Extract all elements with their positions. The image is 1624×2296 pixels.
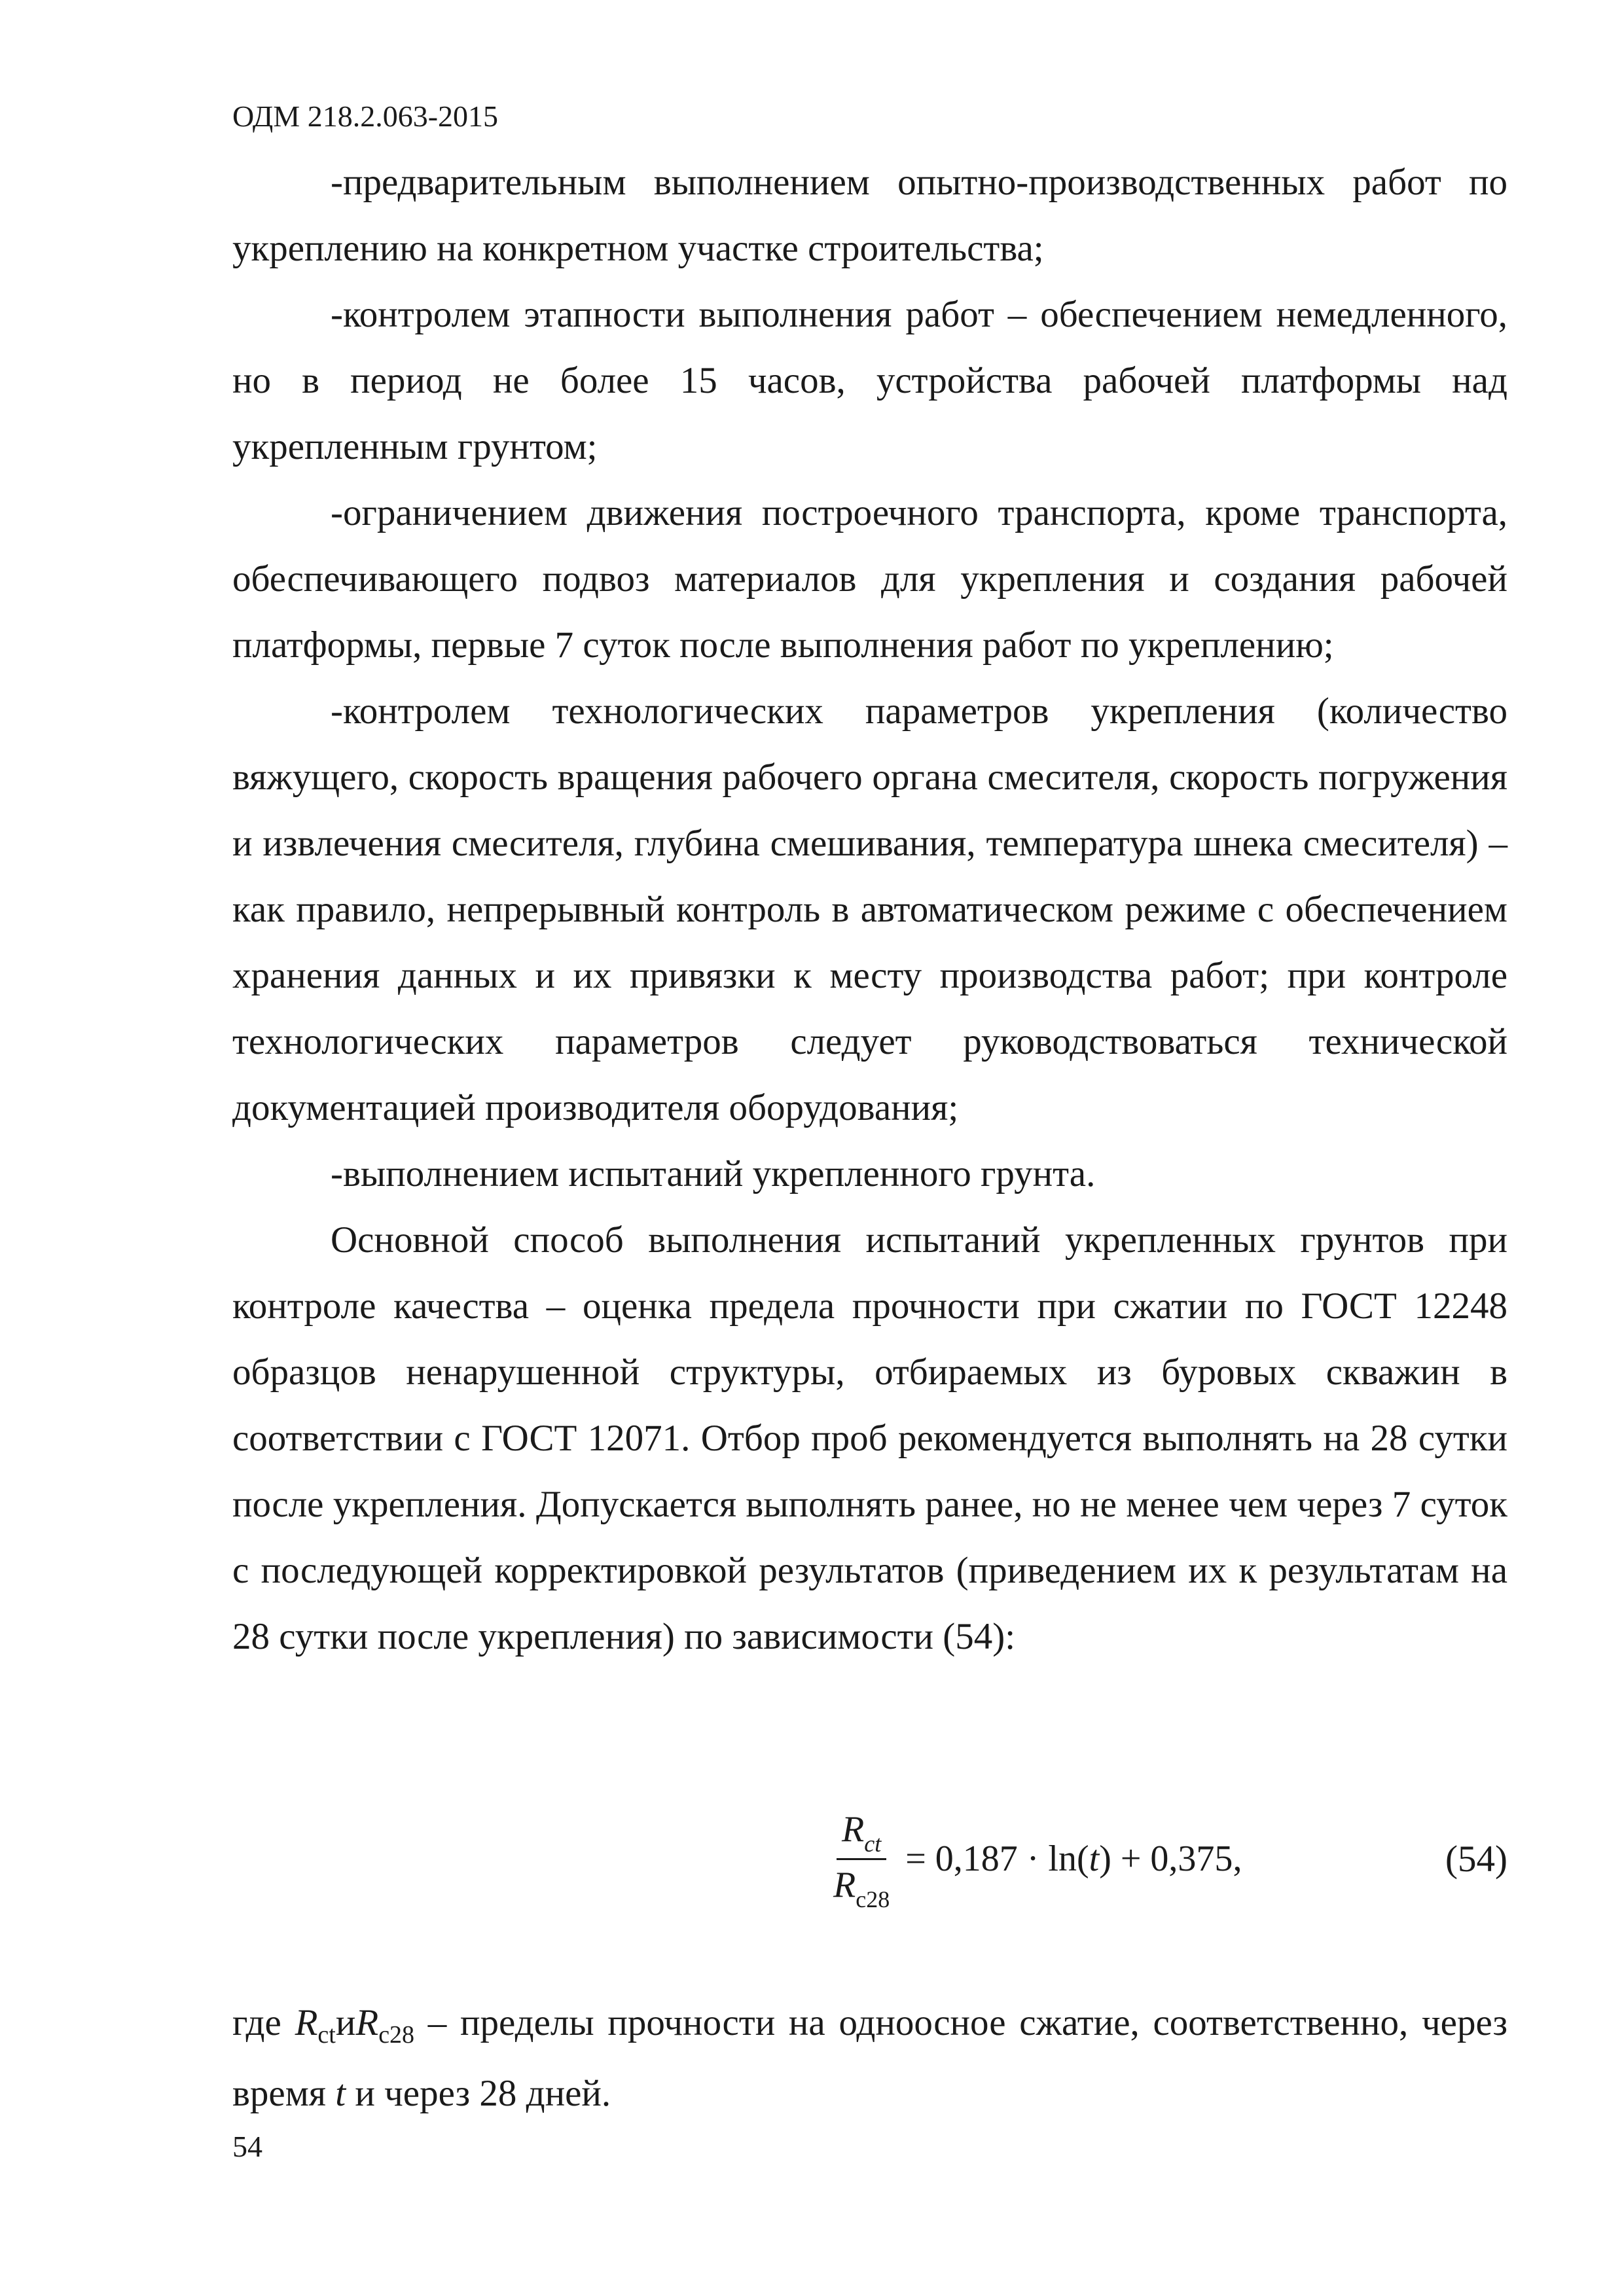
formula-time-variable: t <box>1089 1839 1100 1879</box>
where-paragraph: где $R_{ct}иR_{c28}$ – пределы прочности на одноосное сжатие, соответственно, через время t и через 28 дней. <box>232 2002 1507 2114</box>
body-text <box>232 149 1507 1670</box>
paragraph-soil-testing: -выполнением испытаний укрепленного грунта. <box>331 1153 1096 1194</box>
where-clause <box>232 1990 1507 2126</box>
fraction-denominator: $R_{c28}$ <box>833 1864 890 1912</box>
fraction-numerator: $R_{ct}$ <box>837 1804 886 1860</box>
formula-54 <box>232 1793 1507 1924</box>
formula-fraction <box>828 1804 895 1914</box>
paragraph-stage-control: -контролем этапности выполнения работ – обеспечением немедленного, но в период не более 15 часов, устройства рабочей платформы над укрепленным грунтом; <box>232 294 1507 467</box>
formula-equals-part: = 0,187 · ln( <box>905 1839 1089 1879</box>
formula-tail: ) + 0,375 <box>1099 1839 1233 1879</box>
paragraph-traffic-limit: -ограничением движения построечного транспорта, кроме транспорта, обеспечивающего подвоз материалов для укрепления и создания рабочей платформы, первые 7 суток после выполнения работ по укреплению; <box>232 492 1507 666</box>
paragraph-pilot-works: -предварительным выполнением опытно-производственных работ по укреплению на конкретном участке строительства; <box>232 162 1507 269</box>
page-number: 54 <box>232 2130 262 2163</box>
formula-comma: , <box>1233 1839 1242 1879</box>
document-code: ОДМ 218.2.063-2015 <box>232 99 499 133</box>
formula-expression <box>828 1793 1242 1924</box>
paragraph-parameter-control: -контролем технологических параметров укрепления (количество вяжущего, скорость вращения рабочего органа смесителя, скорость погружения и извлечения смесителя, глубина смешивания, температура шнека смесителя) – как правило, непрерывный контроль в автоматическом режиме с обеспечением хранения данных и их привязки к месту производства работ; при контроле технологических параметров следует руководствоваться технической документацией производителя оборудования; <box>232 691 1507 1128</box>
paragraph-main-method: Основной способ выполнения испытаний укрепленных грунтов при контроле качества – оценка предела прочности при сжатии по ГОСТ 12248 образцов ненарушенной структуры, отбираемых из буровых скважин в соответствии с ГОСТ 12071. Отбор проб рекомендуется выполнять на 28 сутки после укрепления. Допускается выполнять ранее, но не менее чем через 7 суток с последующей корректировкой результатов (приведением их к результатам на 28 сутки после укрепления) по зависимости (54): <box>232 1219 1507 1657</box>
formula-number: (54) <box>1445 1838 1507 1880</box>
